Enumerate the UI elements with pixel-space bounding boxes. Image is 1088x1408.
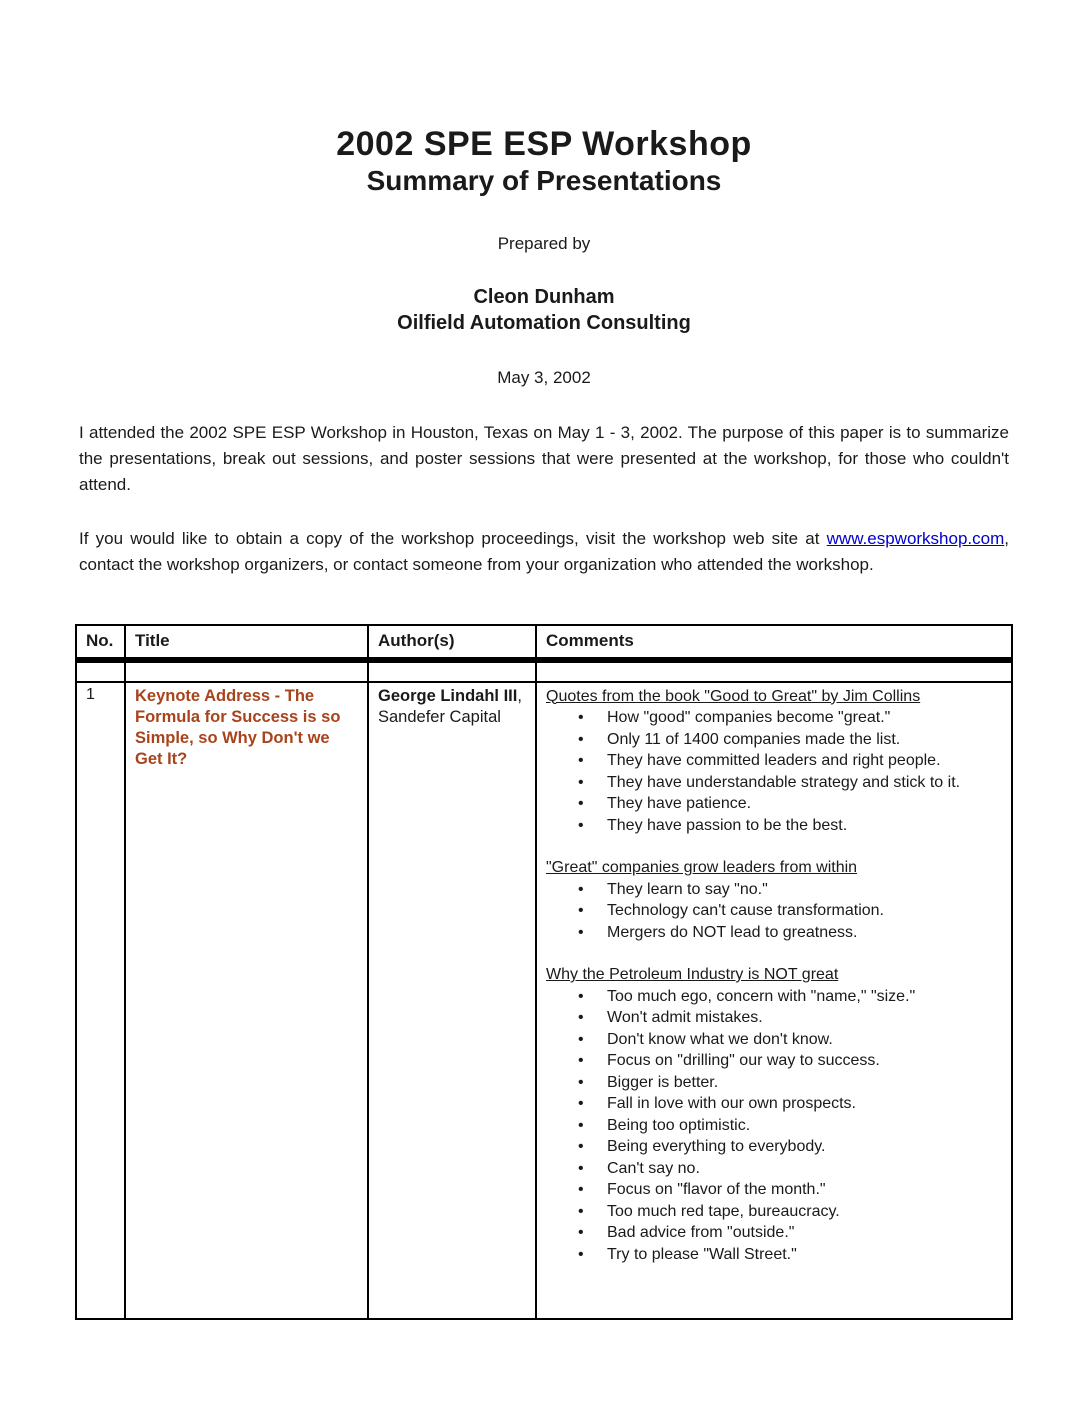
comment-bullet-item: • Too much ego, concern with "name," "size."	[546, 986, 1003, 1008]
comments-sections	[546, 686, 1003, 1266]
column-header-no: No.	[76, 625, 125, 660]
comment-bullet-item: • Focus on "flavor of the month."	[546, 1179, 1003, 1201]
spacer-cell	[368, 660, 536, 682]
comment-bullet-list	[546, 986, 1003, 1266]
paragraph-2-text-before: If you would like to obtain a copy of the workshop proceedings, visit the workshop web site at	[79, 528, 827, 548]
comment-bullet-item: • Being everything to everybody.	[546, 1136, 1003, 1158]
comment-bullet-item: • Can't say no.	[546, 1158, 1003, 1180]
spacer-cell	[536, 660, 1012, 682]
comment-bullet-item: • Won't admit mistakes.	[546, 1007, 1003, 1029]
document-date: May 3, 2002	[497, 367, 591, 387]
comment-bullet-item: • Bad advice from "outside."	[546, 1222, 1003, 1244]
comment-section-heading: "Great" companies grow leaders from within	[546, 859, 858, 877]
workshop-website-link[interactable]: www.espworkshop.com	[826, 528, 1005, 548]
intro-paragraph-1: I attended the 2002 SPE ESP Workshop in Houston, Texas on May 1 - 3, 2002. The purpose of this paper is to summarize the presentations, break out sessions, and poster sessions that were presented at the workshop, for those who couldn't attend.	[79, 422, 1009, 494]
row-number: 1	[76, 682, 125, 1319]
comment-bullet-list	[546, 707, 1003, 836]
column-header-title: Title	[125, 625, 368, 660]
comment-section-heading: Why the Petroleum Industry is NOT great	[546, 966, 839, 984]
author-organization: Oilfield Automation Consulting	[397, 311, 691, 334]
comment-bullet-item: • Focus on "drilling" our way to success.	[546, 1050, 1003, 1072]
presentation-comments	[536, 682, 1012, 1319]
column-header-comments: Comments	[536, 625, 1012, 660]
comment-bullet-item: • How "good" companies become "great."	[546, 707, 1003, 729]
title-block	[0, 126, 1088, 388]
comment-section	[546, 857, 1003, 943]
document-subtitle: Summary of Presentations	[366, 165, 722, 197]
presentation-title: Keynote Address - The Formula for Success is so Simple, so Why Don't we Get It?	[125, 682, 368, 1319]
comment-bullet-item: • They have understandable strategy and stick to it.	[546, 772, 1003, 794]
comment-bullet-item: • Try to please "Wall Street."	[546, 1244, 1003, 1266]
comment-section	[546, 964, 1003, 1265]
presentations-table	[75, 624, 1013, 1320]
author-person: George Lindahl III	[378, 686, 518, 705]
comment-bullet-item: • They have committed leaders and right people.	[546, 750, 1003, 772]
intro-paragraph-2	[79, 526, 1009, 578]
table-header-row	[76, 625, 1012, 660]
comment-bullet-list	[546, 879, 1003, 944]
comment-bullet-item: • Technology can't cause transformation.	[546, 900, 1003, 922]
paragraph-2-text-after: , contact the workshop organizers, or contact someone from your organization who attended the workshop.	[79, 528, 1009, 574]
spacer-row	[76, 660, 1012, 682]
spacer-cell	[125, 660, 368, 682]
comment-section-heading: Quotes from the book "Good to Great" by Jim Collins	[546, 687, 921, 705]
author-name: Cleon Dunham	[473, 285, 615, 308]
author-separator: ,	[517, 686, 522, 705]
presentation-author	[368, 682, 536, 1319]
author-company: Sandefer Capital	[378, 707, 501, 726]
document-title: 2002 SPE ESP Workshop	[336, 125, 752, 163]
comment-bullet-item: • Being too optimistic.	[546, 1115, 1003, 1137]
comment-bullet-item: • They have passion to be the best.	[546, 815, 1003, 837]
prepared-by-label: Prepared by	[497, 233, 591, 253]
comment-bullet-item: • Only 11 of 1400 companies made the list.	[546, 729, 1003, 751]
comment-section	[546, 686, 1003, 837]
comment-bullet-item: • Too much red tape, bureaucracy.	[546, 1201, 1003, 1223]
table-row	[76, 682, 1012, 1319]
column-header-authors: Author(s)	[368, 625, 536, 660]
comment-bullet-item: • Fall in love with our own prospects.	[546, 1093, 1003, 1115]
comment-bullet-item: • They learn to say "no."	[546, 879, 1003, 901]
comment-bullet-item: • They have patience.	[546, 793, 1003, 815]
comment-bullet-item: • Mergers do NOT lead to greatness.	[546, 922, 1003, 944]
spacer-cell	[76, 660, 125, 682]
comment-bullet-item: • Bigger is better.	[546, 1072, 1003, 1094]
comment-bullet-item: • Don't know what we don't know.	[546, 1029, 1003, 1051]
